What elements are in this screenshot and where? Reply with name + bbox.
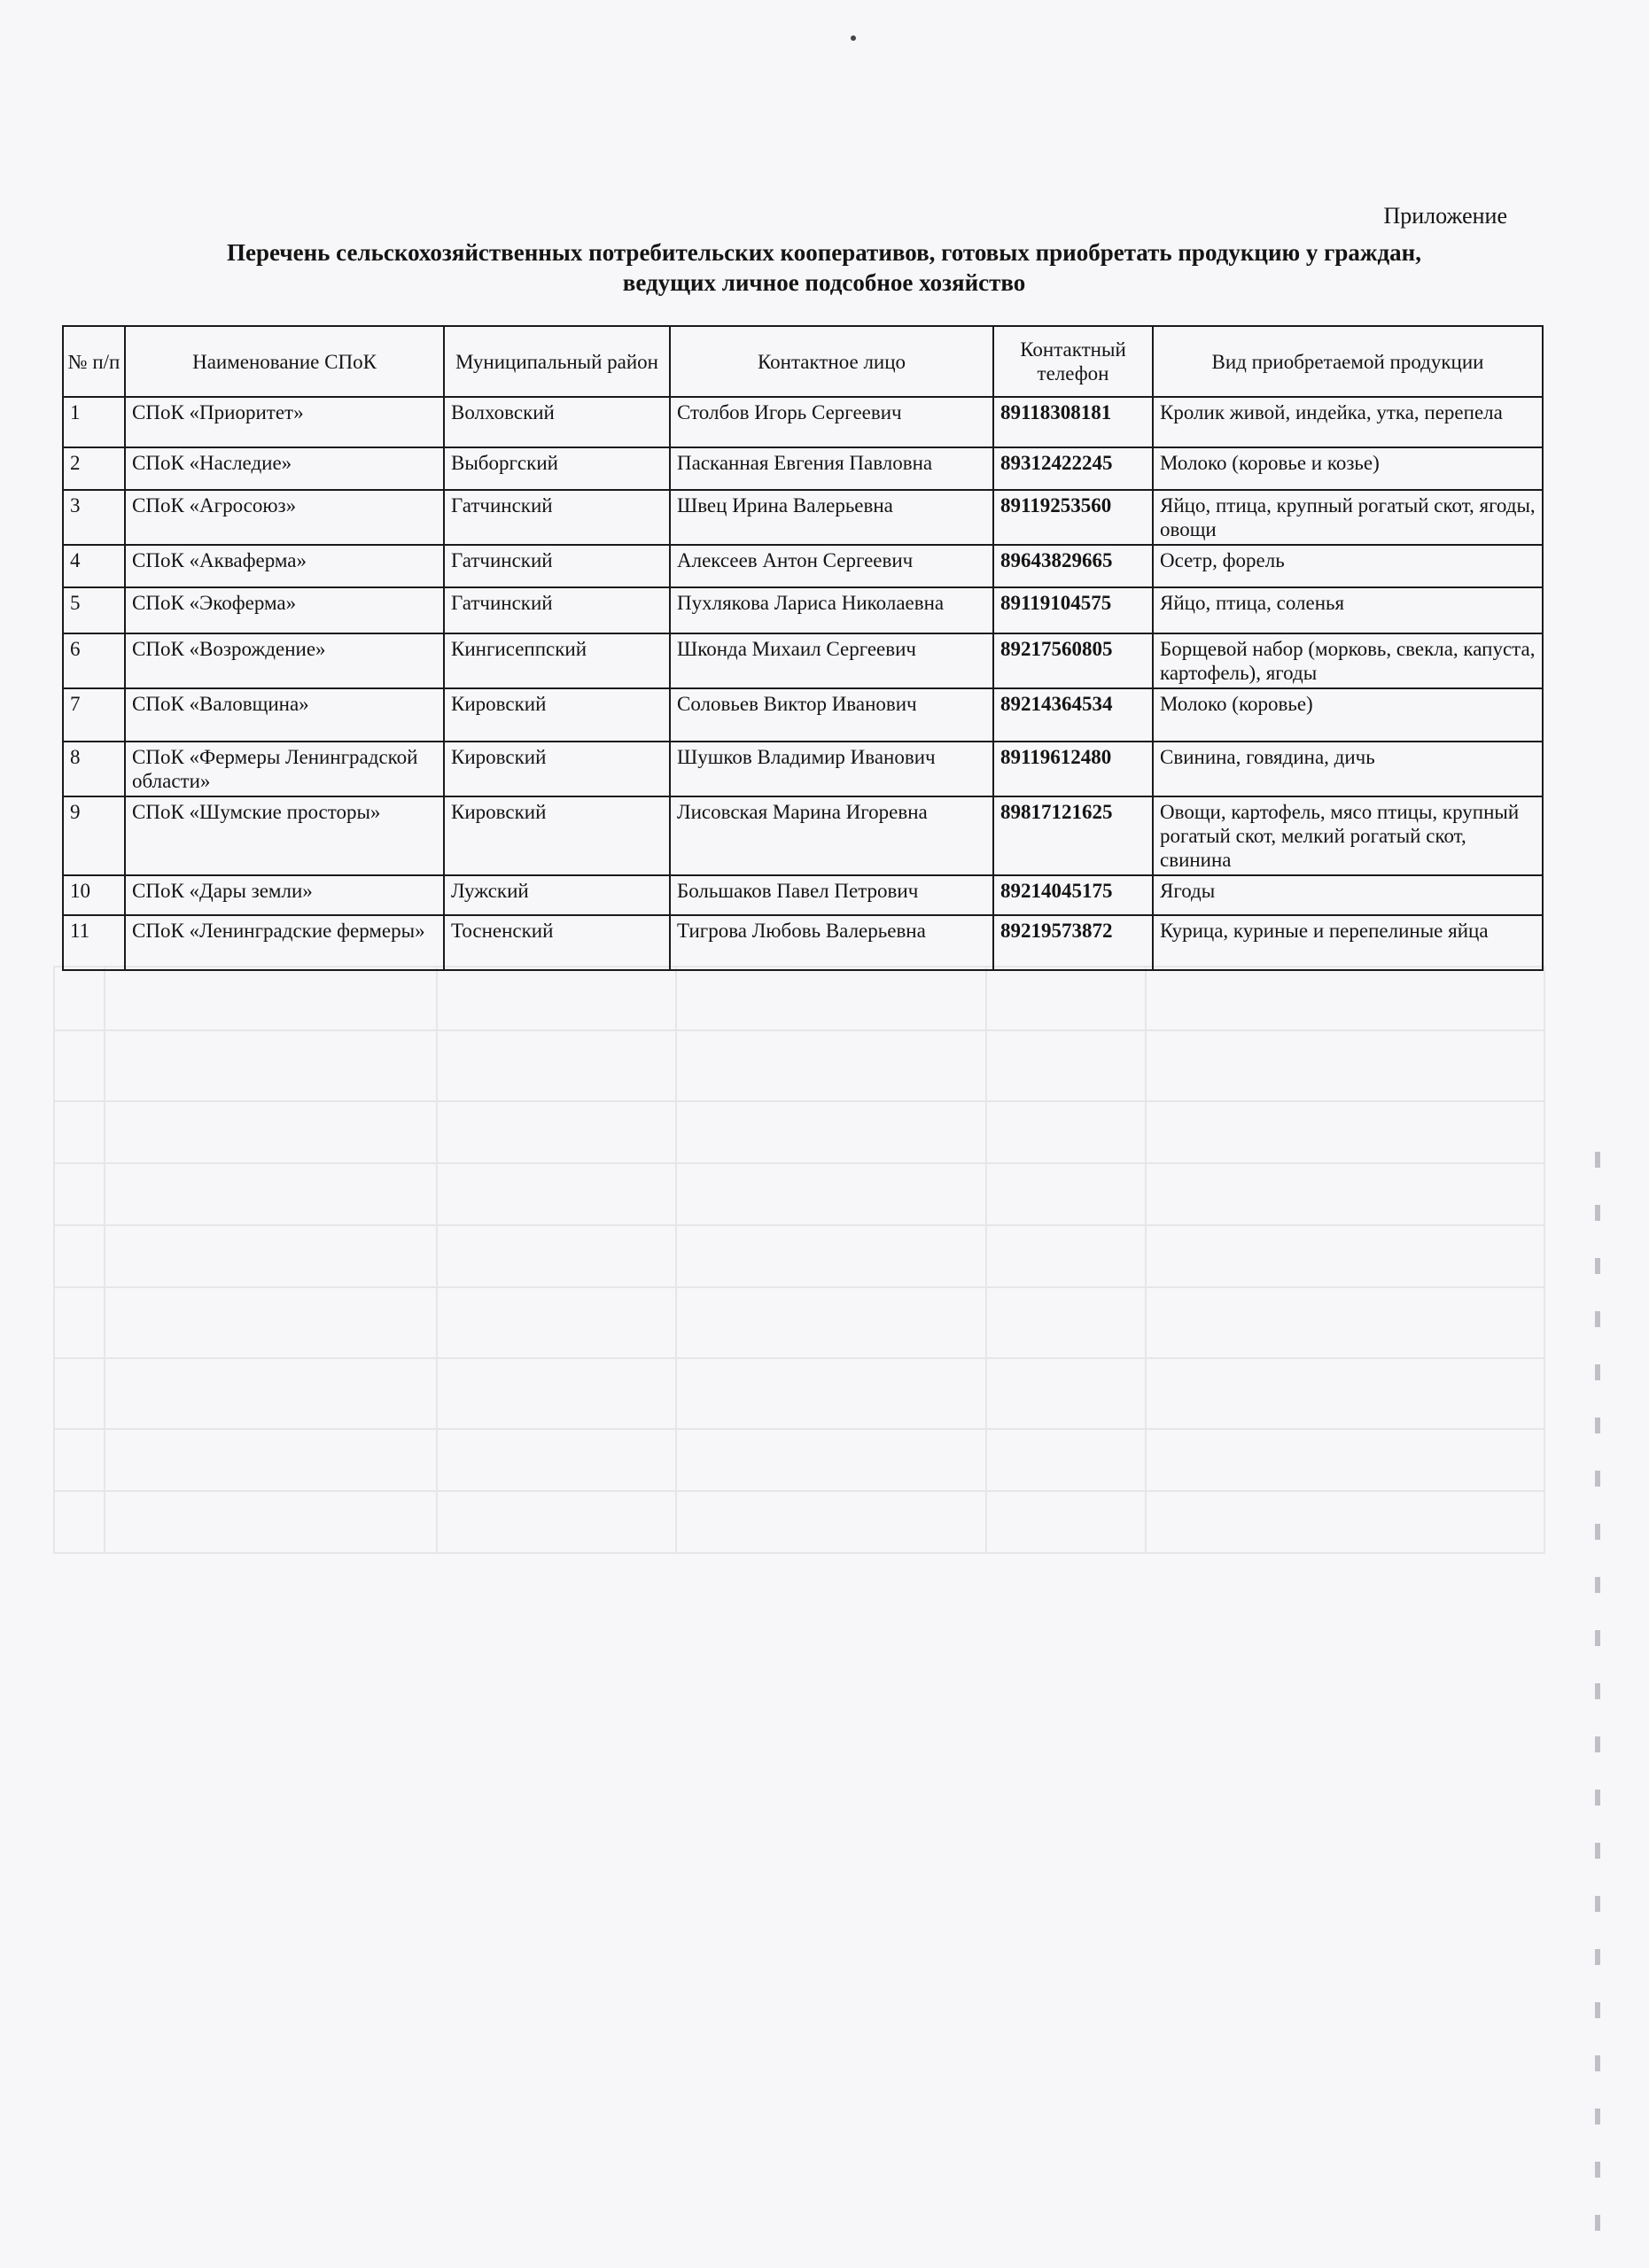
cell-name: СПоК «Шумские просторы» <box>125 796 444 875</box>
cell-phone: 89214364534 <box>993 688 1153 742</box>
cell-number: 3 <box>63 490 125 545</box>
cell-product: Яйцо, птица, крупный рогатый скот, ягоды, овощи <box>1153 490 1543 545</box>
cell-district: Тосненский <box>444 915 670 970</box>
cell-phone: 89817121625 <box>993 796 1153 875</box>
cell-phone: 89312422245 <box>993 447 1153 490</box>
cell-district: Лужский <box>444 875 670 915</box>
cell-number: 5 <box>63 587 125 633</box>
cell-person: Тигрова Любовь Валерьевна <box>670 915 993 970</box>
col-header-name: Наименование СПоК <box>125 326 444 397</box>
cell-product: Осетр, форель <box>1153 545 1543 587</box>
col-header-phone: Контактный телефон <box>993 326 1153 397</box>
cell-district: Гатчинский <box>444 545 670 587</box>
cell-name: СПоК «Экоферма» <box>125 587 444 633</box>
table-row <box>63 490 1543 545</box>
appendix-label: Приложение <box>1383 203 1507 229</box>
cell-phone: 89219573872 <box>993 915 1153 970</box>
cell-person: Алексеев Антон Сергеевич <box>670 545 993 587</box>
cell-name: СПоК «Фермеры Ленинградской области» <box>125 742 444 796</box>
cell-district: Кировский <box>444 742 670 796</box>
col-header-number: № п/п <box>63 326 125 397</box>
cell-district: Кировский <box>444 688 670 742</box>
cell-district: Гатчинский <box>444 490 670 545</box>
cell-district: Кировский <box>444 796 670 875</box>
table-row <box>63 915 1543 970</box>
cell-person: Шушков Владимир Иванович <box>670 742 993 796</box>
document-title <box>124 237 1524 298</box>
cell-district: Выборгский <box>444 447 670 490</box>
cell-name: СПоК «Ленинградские фермеры» <box>125 915 444 970</box>
cell-district: Гатчинский <box>444 587 670 633</box>
cell-person: Пухлякова Лариса Николаевна <box>670 587 993 633</box>
cell-product: Овощи, картофель, мясо птицы, крупный рогатый скот, мелкий рогатый скот, свинина <box>1153 796 1543 875</box>
cell-name: СПоК «Акваферма» <box>125 545 444 587</box>
cell-phone: 89118308181 <box>993 397 1153 447</box>
cell-product: Кролик живой, индейка, утка, перепела <box>1153 397 1543 447</box>
cell-person: Пасканная Евгения Павловна <box>670 447 993 490</box>
cell-district: Кингисеппский <box>444 633 670 688</box>
cell-product: Молоко (коровье и козье) <box>1153 447 1543 490</box>
cell-name: СПоК «Агросоюз» <box>125 490 444 545</box>
cell-district: Волховский <box>444 397 670 447</box>
col-header-person: Контактное лицо <box>670 326 993 397</box>
table-row <box>63 796 1543 875</box>
cell-phone: 89119104575 <box>993 587 1153 633</box>
table-row <box>63 397 1543 447</box>
cooperatives-table <box>62 325 1544 971</box>
cell-number: 11 <box>63 915 125 970</box>
cell-number: 10 <box>63 875 125 915</box>
cell-phone: 89119253560 <box>993 490 1153 545</box>
cell-number: 1 <box>63 397 125 447</box>
cell-person: Швец Ирина Валерьевна <box>670 490 993 545</box>
cell-product: Борщевой набор (морковь, свекла, капуста, картофель), ягоды <box>1153 633 1543 688</box>
cell-number: 7 <box>63 688 125 742</box>
table-row <box>63 633 1543 688</box>
table-row <box>63 688 1543 742</box>
scan-speck <box>851 35 856 41</box>
cell-name: СПоК «Возрождение» <box>125 633 444 688</box>
cell-product: Курица, куриные и перепелиные яйца <box>1153 915 1543 970</box>
cell-phone: 89217560805 <box>993 633 1153 688</box>
table-row <box>63 742 1543 796</box>
table-row <box>63 875 1543 915</box>
cell-person: Большаков Павел Петрович <box>670 875 993 915</box>
col-header-district: Муниципальный район <box>444 326 670 397</box>
cell-name: СПоК «Валовщина» <box>125 688 444 742</box>
cell-name: СПоК «Приоритет» <box>125 397 444 447</box>
cell-phone: 89643829665 <box>993 545 1153 587</box>
cell-number: 6 <box>63 633 125 688</box>
cell-product: Молоко (коровье) <box>1153 688 1543 742</box>
cell-product: Свинина, говядина, дичь <box>1153 742 1543 796</box>
title-line-2: ведущих личное подсобное хозяйство <box>622 269 1026 296</box>
col-header-product: Вид приобретаемой продукции <box>1153 326 1543 397</box>
cell-name: СПоК «Наследие» <box>125 447 444 490</box>
cell-product: Яйцо, птица, соленья <box>1153 587 1543 633</box>
title-line-1: Перечень сельскохозяйственных потребительских кооперативов, готовых приобретать продукцию у граждан, <box>227 239 1421 266</box>
cell-name: СПоК «Дары земли» <box>125 875 444 915</box>
cell-person: Шконда Михаил Сергеевич <box>670 633 993 688</box>
cell-phone: 89119612480 <box>993 742 1153 796</box>
table-row <box>63 587 1543 633</box>
cell-person: Лисовская Марина Игоревна <box>670 796 993 875</box>
cell-phone: 89214045175 <box>993 875 1153 915</box>
cell-number: 8 <box>63 742 125 796</box>
cell-person: Соловьев Виктор Иванович <box>670 688 993 742</box>
cell-product: Ягоды <box>1153 875 1543 915</box>
table-row <box>63 545 1543 587</box>
cell-person: Столбов Игорь Сергеевич <box>670 397 993 447</box>
cell-number: 9 <box>63 796 125 875</box>
cell-number: 4 <box>63 545 125 587</box>
table-row <box>63 447 1543 490</box>
table-header-row <box>63 326 1543 397</box>
cell-number: 2 <box>63 447 125 490</box>
bleed-through-shadow <box>53 966 1545 1554</box>
